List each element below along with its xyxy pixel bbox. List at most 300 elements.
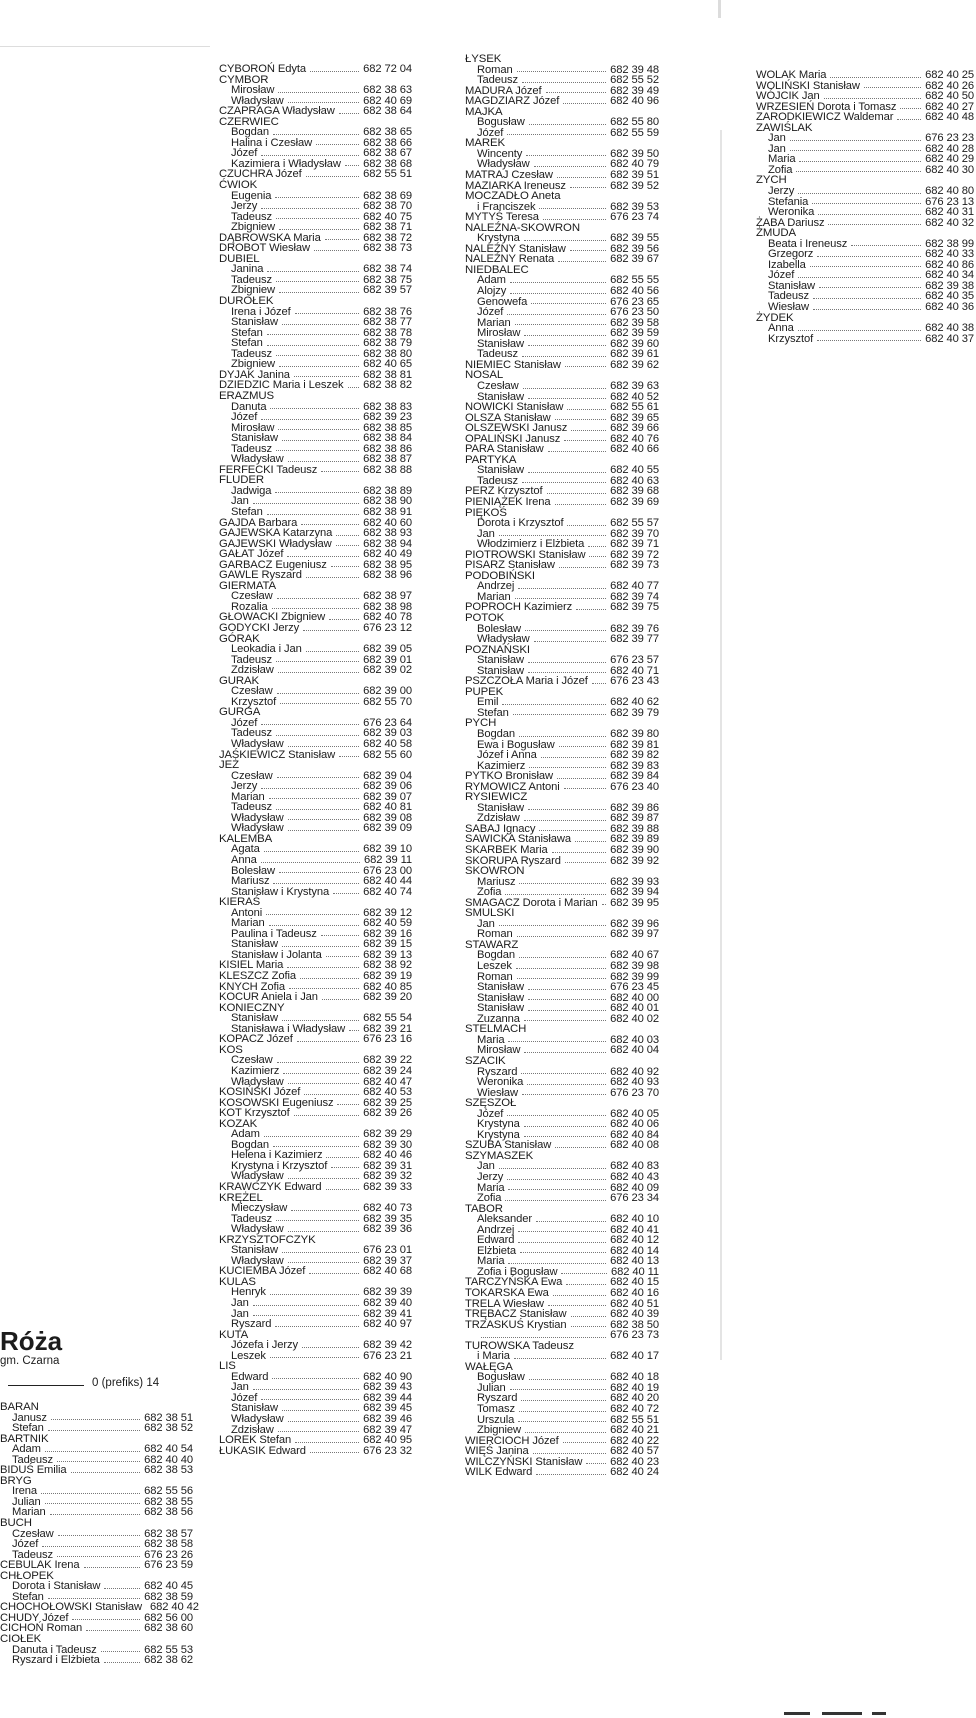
subscriber-name: CHUDY Józef [0,1611,69,1624]
surname-heading [465,613,659,624]
dot-leader [796,171,921,172]
dot-leader [519,736,606,737]
subscriber-name: Bogdan [477,728,515,740]
listing-entry [219,1066,412,1077]
phone-number: 682 39 23 [363,411,412,424]
dot-leader [41,1493,140,1494]
subscriber-name: Stanisław [477,664,524,677]
subscriber-name: ŁUKASIK Edward [219,1444,306,1457]
phone-number: 682 38 77 [363,316,412,329]
dot-leader [288,1083,360,1084]
subscriber-name: OLSZA Stanisław [465,411,551,424]
phone-number: 682 39 32 [363,1170,412,1183]
phone-number: 676 23 12 [363,621,412,634]
dot-leader [326,1157,359,1158]
subscriber-name: CZAPRAGA Władysław [219,105,335,118]
subscriber-name: SZUBA Stanisław [465,1139,552,1152]
phone-number: 682 38 82 [363,379,412,392]
phone-number: 682 39 46 [363,1413,412,1425]
subscriber-name: WRZESIEŃ Dorota i Tomasz [756,100,897,113]
phone-number: 682 38 58 [144,1538,193,1551]
subscriber-name: Józef [477,306,504,319]
dot-leader [288,1231,360,1232]
subscriber-name: Danuta i Tadeusz [12,1643,97,1656]
dot-leader [900,108,921,109]
dot-leader [519,883,606,884]
dialing-prefix [0,1377,200,1391]
phone-number: 682 40 09 [610,1181,659,1194]
dot-leader [812,203,921,204]
phone-number: 682 40 22 [610,1434,659,1447]
subscriber-name: Bogusław [477,1371,525,1384]
phone-number: 682 39 01 [363,653,412,666]
dot-leader [287,556,359,557]
subscriber-name: Helena i Kazimierz [231,1149,323,1162]
subscriber-name: DROBOT Wiesław [219,242,311,255]
dot-leader [288,819,360,820]
subscriber-name: Emil [477,696,499,709]
listing-entry [219,412,412,423]
dot-leader [592,683,606,684]
subscriber-name: Marian [231,790,265,803]
phone-number: 682 40 58 [363,738,412,750]
phone-number: 682 38 76 [363,305,412,318]
subscriber-name: Marian [231,917,265,930]
phone-number: 682 39 75 [610,601,659,614]
phone-number: 682 39 10 [363,843,412,856]
phone-number: 682 56 00 [144,1611,193,1624]
subscriber-name: SZYMASZEK [465,1149,534,1162]
subscriber-name: GAJEWSKA Katarzyna [219,527,333,540]
dot-leader [337,1104,359,1105]
dot-leader [563,1442,607,1443]
listing-entry [219,507,412,518]
subscriber-name: Zofia i Bogusław [477,1265,558,1278]
phone-number: 682 38 88 [363,463,412,476]
subscriber-name: GIERMATA [219,579,276,592]
subscriber-name: Jan [477,1160,495,1173]
dot-leader [555,419,607,420]
phone-number: 682 39 93 [610,875,659,888]
subscriber-name: KOSOWSKI Eugeniusz [219,1096,334,1109]
dot-leader [278,92,359,93]
phone-number: 682 39 25 [363,1096,412,1109]
subscriber-name: MAZIARKA Ireneusz [465,179,566,192]
subscriber-name: BUCH [0,1517,32,1530]
listing-entry [465,1467,659,1478]
phone-number: 682 40 52 [610,390,659,403]
dot-leader [513,714,606,715]
dot-leader [798,193,921,194]
subscriber-name: RYSIEWICZ [465,791,528,804]
phone-number: 676 23 50 [610,306,659,319]
phone-number: 682 39 67 [610,253,659,266]
phone-number: 676 23 26 [144,1548,193,1561]
phone-number: 682 38 75 [363,273,412,286]
subscriber-name: Anna [231,854,257,867]
subscriber-name: SZĘSZOŁ [465,1097,517,1110]
phone-number: 682 55 52 [610,74,659,87]
phone-number: 682 38 50 [610,1318,659,1331]
phone-number: 682 40 69 [363,94,412,107]
subscriber-name: WILK Edward [465,1466,533,1479]
subscriber-name: Józef [231,1391,258,1404]
subscriber-name: WIERCIOCH Józef [465,1434,559,1447]
subscriber-name: CIOŁEK [0,1633,42,1646]
subscriber-name: DĄBROWSKA Maria [219,231,321,244]
subscriber-name: Danuta [231,400,267,413]
subscriber-name: MOCZADŁO Aneta [465,190,561,203]
dot-leader [270,1294,359,1295]
dot-leader [520,1252,606,1253]
dot-leader [528,999,606,1000]
dot-leader [282,324,359,325]
subscriber-name: OLSZEWSKI Janusz [465,422,568,435]
phone-number: 682 39 97 [610,928,659,941]
phone-number: 682 39 49 [610,84,659,97]
listing-entry [219,1414,412,1425]
dot-leader [276,735,359,736]
phone-number: 682 40 60 [363,516,412,529]
subscriber-name: Krystyna [477,1128,520,1141]
phone-number: 676 23 70 [610,1086,659,1099]
subscriber-name: Krzysztof [231,695,277,708]
subscriber-name: MAGDZIARZ Józef [465,95,560,108]
dot-leader [45,1451,140,1452]
subscriber-name: BRYG [0,1474,32,1487]
subscriber-name: Dorota i Stanisław [12,1580,101,1593]
phone-number: 682 39 95 [610,896,659,909]
dot-leader [282,1020,359,1021]
phone-number: 682 55 57 [610,517,659,530]
dot-leader [288,1262,360,1263]
dot-leader [524,1136,606,1137]
dot-leader [300,978,359,979]
subscriber-name: Tadeusz [231,653,272,666]
phone-number: 682 39 71 [610,538,659,551]
subscriber-name: Zuzanna [477,1012,520,1025]
dot-leader [261,1399,359,1400]
dot-leader [575,841,606,842]
phone-number: 682 39 06 [363,780,412,793]
phone-number: 682 39 60 [610,337,659,350]
phone-number: 676 23 65 [610,295,659,308]
subscriber-name: SKORUPA Ryszard [465,854,561,867]
dot-leader [529,767,606,768]
dot-leader [282,1410,359,1411]
phone-number: 682 40 51 [610,1297,659,1310]
subscriber-name: Roman [477,63,513,76]
subscriber-name: PODOBIŃSKI [465,569,535,582]
subscriber-name: MYTYŚ Teresa [465,211,539,224]
dot-leader [602,904,607,905]
phone-number: 676 23 01 [363,1244,412,1257]
listing-entry [465,1077,659,1088]
listing-entry [465,402,659,413]
phone-number: 682 39 55 [610,232,659,245]
dot-leader [817,256,921,257]
phone-number: 682 39 31 [363,1159,412,1172]
dot-leader [294,1115,360,1116]
phone-number: 682 39 73 [610,559,659,572]
subscriber-name: Irena i Józef [231,305,291,318]
phone-number: 682 38 79 [363,337,412,350]
phone-number: 682 38 97 [363,590,412,603]
subscriber-name: LIS [219,1360,236,1373]
subscriber-name: WILCZYŃSKI Stanisław [465,1455,583,1468]
phone-number: 682 40 50 [925,90,974,103]
phone-number: 682 40 01 [610,1002,659,1015]
subscriber-name: Bogdan [231,1138,269,1151]
directory-column-2 [219,64,412,1456]
phone-number: 682 40 53 [363,1086,412,1099]
phone-number: 682 40 78 [363,611,412,624]
dot-leader [864,87,921,88]
phone-number: 682 39 26 [363,1107,412,1120]
prefix-rule [8,1385,84,1386]
locality-header [0,1327,200,1391]
subscriber-name: GŁOWACKI Zbigniew [219,611,326,624]
phone-number: 682 38 99 [925,237,974,250]
phone-number: 676 23 59 [144,1559,193,1572]
dot-leader [295,1442,359,1443]
subscriber-name: Weronika [768,206,815,219]
dot-leader [282,1252,359,1253]
dot-leader [276,661,359,662]
subscriber-name: Agata [231,843,260,856]
phone-number: 682 39 29 [363,1128,412,1141]
phone-number: 682 40 18 [610,1371,659,1384]
phone-number: 682 38 89 [363,484,412,497]
phone-number: 682 38 96 [363,569,412,582]
subscriber-name: Władysław [477,633,530,646]
subscriber-name: Stanisław i Jolanta [231,948,322,961]
subscriber-name: Weronika [477,1076,524,1089]
phone-number: 682 40 27 [925,100,974,113]
phone-number: 682 40 92 [610,1065,659,1078]
subscriber-name: Stanisława i Władysław [231,1022,346,1035]
phone-number: 682 38 80 [363,347,412,360]
subscriber-name: Jan [477,527,495,540]
phone-number: 682 39 74 [610,590,659,603]
subscriber-name: ĆWIOK [219,179,258,192]
phone-number: 682 40 73 [363,1202,412,1215]
dot-leader [552,852,606,853]
subscriber-name: Kazimierz [231,1064,280,1077]
subscriber-name: GAŁAT Józef [219,548,284,561]
subscriber-name: Stanisław [477,981,524,994]
dot-leader [531,303,606,304]
subscriber-name: ERAZMUS [219,389,274,402]
phone-number: 682 40 42 [150,1601,199,1614]
dot-leader [267,334,359,335]
surname-heading [465,1056,659,1067]
dot-leader [567,409,606,410]
subscriber-name: Urszula [477,1413,515,1426]
phone-number: 682 55 51 [610,1413,659,1426]
dot-leader [282,946,359,947]
phone-number: 682 39 65 [610,411,659,424]
subscriber-name: Tadeusz [231,1212,272,1225]
dot-leader [528,472,606,473]
dot-leader [525,1432,606,1433]
subscriber-name: Aleksander [477,1213,532,1226]
subscriber-name: Bolesław [231,864,275,877]
dot-leader [790,140,921,141]
phone-number: 682 40 36 [925,301,974,314]
phone-number: 682 39 59 [610,327,659,340]
phone-number: 682 38 78 [363,326,412,339]
dot-leader [42,1546,140,1547]
directory-column-1 [0,1401,199,1667]
phone-number: 682 39 00 [363,685,412,698]
dot-leader [539,830,606,831]
phone-number: 682 39 43 [363,1381,412,1394]
dot-leader [287,967,359,968]
phone-number: 682 40 16 [610,1286,659,1299]
subscriber-name: Czesław [231,685,273,698]
phone-number: 682 55 53 [144,1643,193,1656]
surname-heading [219,180,412,191]
subscriber-name: Tadeusz [231,801,272,814]
dot-leader [522,482,606,483]
dot-leader [266,914,359,915]
dot-leader [519,1411,606,1412]
subscriber-name: Józef [768,269,795,282]
dot-leader [101,1651,140,1652]
dot-leader [539,208,606,209]
dot-leader [267,514,359,515]
phone-number: 682 40 47 [363,1075,412,1088]
subscriber-name: Władysław [231,1075,284,1088]
phone-number: 682 39 12 [363,906,412,919]
dot-leader [316,144,359,145]
dot-leader [294,376,359,377]
phone-number: 682 38 74 [363,263,412,276]
dot-leader [302,1347,359,1348]
subscriber-name: Zbigniew [231,358,275,371]
dot-leader [267,345,359,346]
subscriber-name: MADURA Józef [465,84,542,97]
subscriber-name: Stefan [231,326,263,339]
dot-leader [304,1094,359,1095]
subscriber-name: Włodzimierz i Elżbieta [477,538,585,551]
phone-number: 676 23 73 [610,1329,659,1342]
subscriber-name: Czesław [477,379,519,392]
subscriber-name: GARBACZ Eugeniusz [219,558,327,571]
dot-leader [523,388,607,389]
subscriber-name: Stanisław [231,938,278,951]
listing-entry [756,165,974,176]
subscriber-name: CZERWIEC [219,115,279,128]
subscriber-name: OPALIŃSKI Janusz [465,432,561,445]
subscriber-name: Adam [231,1128,260,1141]
phone-number: 682 40 04 [610,1044,659,1057]
subscriber-name: Zofia [477,886,502,899]
phone-number: 682 39 05 [363,643,412,656]
subscriber-name: ŁYSEK [465,53,502,65]
dot-leader [522,356,606,357]
subscriber-name: ZARODKIEWICZ Waldemar [756,111,894,124]
dot-leader [819,287,921,288]
subscriber-name: Jan [768,142,786,155]
phone-number: 682 38 92 [363,959,412,972]
subscriber-name: i Maria [477,1350,510,1363]
dot-leader [499,535,606,536]
phone-number: 682 40 56 [610,285,659,298]
subscriber-name: NALEŹNY Stanisław [465,242,566,255]
directory-column-4 [756,70,974,344]
dot-leader [288,102,360,103]
dot-leader [322,999,359,1000]
dot-leader [524,1020,606,1021]
phone-number: 682 40 97 [363,1318,412,1331]
subscriber-name: Jan [231,1296,249,1309]
subscriber-name: STELMACH [465,1023,527,1036]
phone-number: 682 39 15 [363,938,412,951]
subscriber-name: Zofia [768,163,793,176]
dot-leader [555,1147,606,1148]
dot-leader [306,176,360,177]
subscriber-name: Władysław [231,811,284,824]
dot-leader [58,1535,141,1536]
subscriber-name: CHOCHOŁOWSKI Stanisław [0,1601,143,1614]
subscriber-name: GAJDA Barbara [219,516,298,529]
subscriber-name: JEŻ [219,759,239,772]
phone-number: 682 40 05 [610,1107,659,1120]
dot-leader [565,366,606,367]
subscriber-name: Tadeusz [231,442,272,455]
dot-leader [813,298,921,299]
phone-number: 682 40 14 [610,1244,659,1257]
dot-leader [269,798,360,799]
subscriber-name: TRĘBACZ Stanisław [465,1308,567,1321]
dot-leader [534,166,607,167]
subscriber-name: TRELA Wiesław [465,1297,544,1310]
dot-leader [588,546,606,547]
listing-entry [465,286,659,297]
dot-leader [276,281,359,282]
dot-leader [566,1284,606,1285]
dot-leader [51,1419,140,1420]
dot-leader [277,693,360,694]
phone-number: 682 39 61 [610,348,659,361]
subscriber-name: Roman [477,928,513,941]
surname-heading [0,1518,193,1529]
phone-number: 682 55 61 [610,401,659,414]
dot-leader [790,150,921,151]
dot-leader [524,240,606,241]
subscriber-name: KIERAŚ [219,896,261,909]
phone-number: 682 40 96 [610,95,659,108]
dot-leader [565,862,606,863]
phone-number: 682 39 68 [610,485,659,498]
subscriber-name: BARAN [0,1401,39,1413]
phone-number: 682 38 90 [363,495,412,508]
dot-leader [261,208,359,209]
phone-number: 682 40 02 [610,1012,659,1025]
dot-leader [303,630,359,631]
subscriber-name: KOSIŃSKI Józef [219,1086,301,1099]
dot-leader [508,1263,606,1264]
listing-entry [219,1298,412,1309]
municipality-name: gm. Czarna [0,1355,60,1367]
dot-leader [824,98,921,99]
subscriber-name: Czesław [12,1527,54,1540]
dot-leader [521,1073,606,1074]
phone-number: 682 39 86 [610,801,659,814]
phone-number: 682 40 24 [610,1466,659,1479]
